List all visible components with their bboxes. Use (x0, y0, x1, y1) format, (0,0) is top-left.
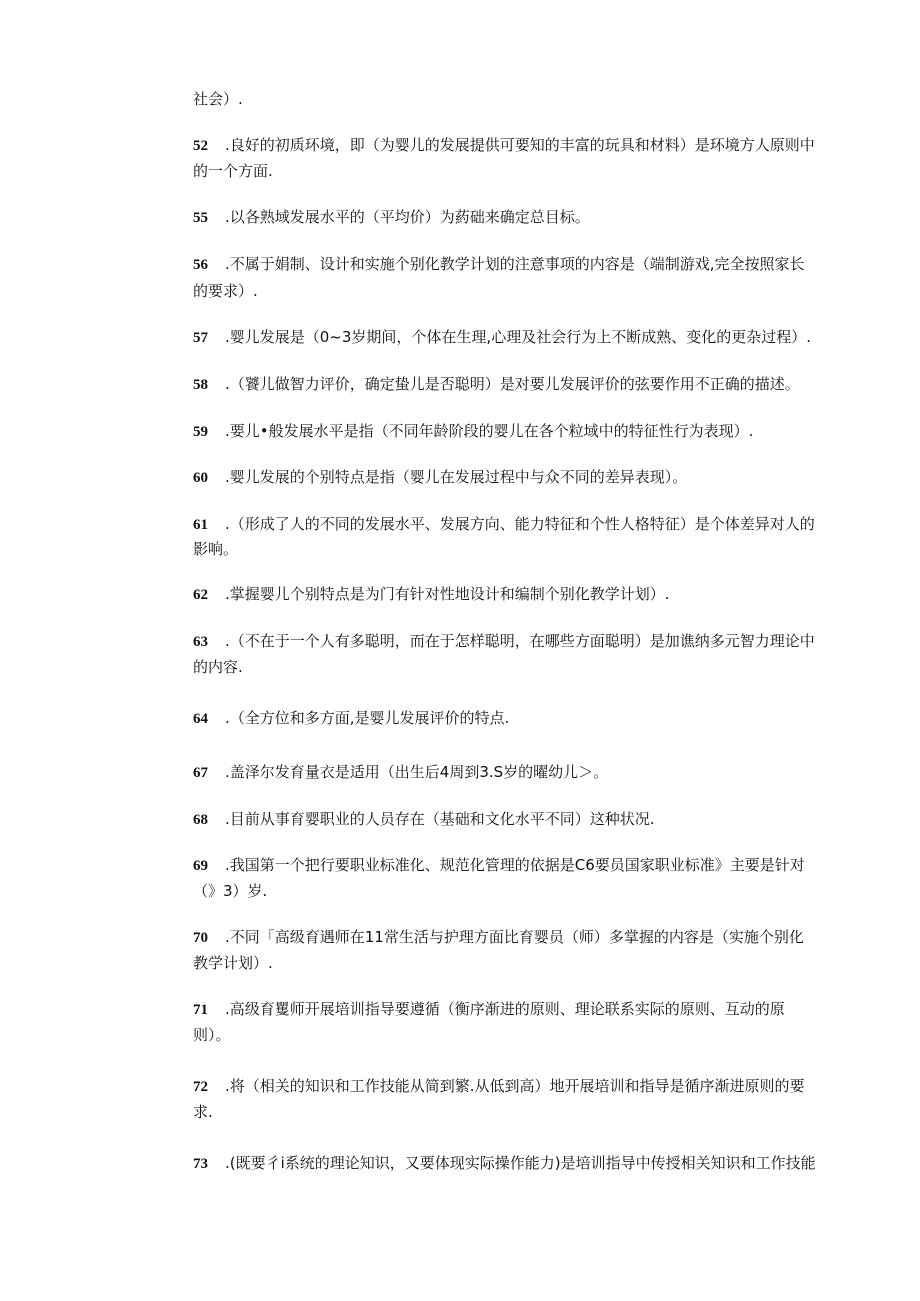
item-71: 71 .高级育矍师开展培训指导要遵循（衡序渐进的原则、理论联系实际的原则、互动的原 (193, 998, 838, 1021)
item-55: 55 .以各熟域发展水平的（平均价）为葯础来确定总目标。 (193, 206, 838, 229)
item-number: 73 (193, 1156, 208, 1172)
item-69: 69 .我国第一个把行要职业标准化、规范化管理的依据是C6要员国家职业标准》主要是针对 (193, 854, 838, 877)
item-number: 70 (193, 930, 208, 946)
item-number: 71 (193, 1002, 208, 1018)
item-59: 59 .要儿•般发展水平是指（不同年龄阶段的婴儿在各个粒域中的特征性行为表现）. (193, 420, 838, 443)
item-number: 61 (193, 517, 208, 533)
item-52: 52 .良好的初质环境，即（为婴儿的发展提供可要知的丰富的玩具和材料）是环境方人原则中 (193, 134, 838, 157)
item-72-continuation: 求. (193, 1103, 213, 1121)
item-71-continuation: 则）。 (193, 1026, 231, 1044)
item-73: 73 .(既要彳i系统的理论知识，又要体现实际操作能力)是培训指导中传授相关知识和工作技能 (193, 1152, 838, 1175)
item-62: 62 .掌握婴儿个别特点是为门有针对性地设计和编制个别化教学计划）. (193, 583, 838, 606)
item-0-line-1: 社会）. (193, 90, 243, 108)
item-number: 59 (193, 424, 208, 440)
item-57: 57 .婴儿发展是（0~3岁期间，个体在生理,心理及社会行为上不断成熟、变化的更杂过程）. (193, 326, 838, 349)
item-64: 64 .（全方位和多方面,是婴儿发展评价的特点. (193, 707, 838, 730)
item-number: 68 (193, 812, 208, 828)
item-69-continuation: （》3）岁. (193, 882, 268, 900)
item-number: 63 (193, 634, 208, 650)
item-60: 60 .婴儿发展的个别特点是指（婴儿在发展过程中与众不同的差异表现）。 (193, 466, 838, 489)
item-61: 61 .（形成了人的不同的发展水平、发展方向、能力特征和个性人格特征）是个体差异对人的 (193, 513, 838, 536)
item-52-continuation: 的一个方面. (193, 162, 273, 180)
item-70-continuation: 教学计划）. (193, 954, 273, 972)
item-56-continuation: 的要求）. (193, 282, 258, 300)
item-67: 67 .盖泽尔发育量衣是适用（出生后4周到3.S岁的曜幼儿＞。 (193, 761, 838, 784)
item-number: 55 (193, 210, 208, 226)
item-number: 64 (193, 711, 208, 727)
item-number: 62 (193, 587, 208, 603)
item-61-continuation: 影响。 (193, 540, 239, 558)
item-72: 72 .将（相关的知识和工作技能从简到繁.从低到高）地开展培训和指导是循序渐进原则的要 (193, 1075, 838, 1098)
item-63: 63 .（不在于一个人有多聪明，而在于怎样聪明，在哪些方面聪明）是加谯纳多元智力理论中 (193, 630, 838, 653)
item-70: 70 .不同「高级育遇师在11常生活与护理方面比育婴员（师）多掌握的内容是（实施个别化 (193, 926, 838, 949)
item-58: 58 .（饕儿做智力评价，确定蛰儿是否聪明）是对要儿发展评价的弦要作用不正确的描述。 (193, 373, 838, 396)
item-number: 57 (193, 330, 208, 346)
item-number: 72 (193, 1079, 208, 1095)
item-number: 60 (193, 470, 208, 486)
item-number: 69 (193, 858, 208, 874)
item-56: 56 .不属于娟制、设计和实施个别化教学计划的注意事项的内容是（端制游戏,完全按照家长 (193, 253, 838, 276)
item-number: 58 (193, 377, 208, 393)
item-number: 52 (193, 138, 208, 154)
item-number: 56 (193, 257, 208, 273)
item-68: 68 .目前从事育婴职业的人员存在（基础和文化水平不同）这种状况. (193, 808, 838, 831)
item-number: 67 (193, 765, 208, 781)
item-63-continuation: 的内容. (193, 658, 243, 676)
